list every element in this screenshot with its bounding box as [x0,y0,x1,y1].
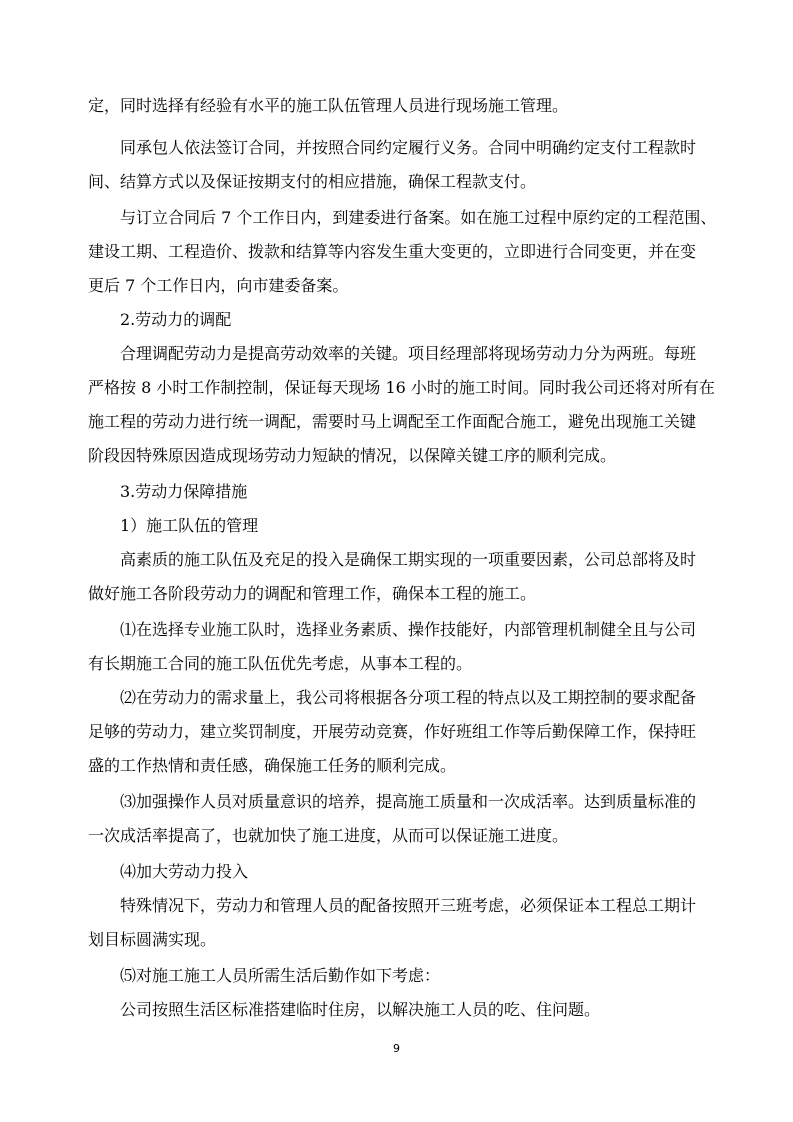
page-number: 9 [393,1042,400,1055]
text-line: 特殊情况下，劳动力和管理人员的配备按照开三班考虑，必须保证本工程总工期计 [120,896,697,915]
text-line: 间、结算方式以及保证按期支付的相应措施，确保工程款支付。 [88,172,537,191]
text-line: 更后 7 个工作日内，向市建委备案。 [88,276,349,295]
text-line: 盛的工作热情和责任感，确保施工任务的顺利完成。 [88,756,457,775]
text-line: 足够的劳动力，建立奖罚制度，开展劳动竞赛，作好班组工作等后勤保障工作，保持旺 [88,722,697,741]
text-line: ⑶加强操作人员对质量意识的培养，提高施工质量和一次成活率。达到质量标准的 [120,792,697,811]
text-line: 建设工期、工程造价、拨款和结算等内容发生重大变更的，立即进行合同变更，并在变 [88,242,697,261]
text-line: ⑴在选择专业施工队时，选择业务素质、操作技能好，内部管理机制健全且与公司 [120,620,697,639]
text-line: 高素质的施工队伍及充足的投入是确保工期实现的一项重要因素，公司总部将及时 [120,550,697,569]
text-line: 公司按照生活区标准搭建临时住房，以解决施工人员的吃、住问题。 [120,1000,601,1019]
text-line: ⑷加大劳动力投入 [120,862,249,881]
text-line: 与订立合同后 7 个工作日内，到建委进行备案。如在施工过程中原约定的工程范围、 [120,208,717,227]
text-line: 做好施工各阶段劳动力的调配和管理工作，确保本工程的施工。 [88,584,537,603]
text-line: 一次成活率提高了，也就加快了施工进度，从而可以保证施工进度。 [88,826,569,845]
text-line: 阶段因特殊原因造成现场劳动力短缺的情况，以保障关键工序的顺利完成。 [88,446,617,465]
text-line: 2.劳动力的调配 [120,310,232,329]
text-line: ⑵在劳动力的需求量上，我公司将根据各分项工程的特点以及工期控制的要求配备 [120,688,697,707]
text-line: 定，同时选择有经验有水平的施工队伍管理人员进行现场施工管理。 [88,96,569,115]
text-line: ⑸对施工施工人员所需生活后勤作如下考虑： [120,966,441,985]
text-line: 严格按 8 小时工作制控制，保证每天现场 16 小时的施工时间。同时我公司还将对所有在 [88,378,715,397]
text-line: 划目标圆满实现。 [88,930,217,949]
text-line: 1）施工队伍的管理 [120,516,259,535]
text-line: 合理调配劳动力是提高劳动效率的关键。项目经理部将现场劳动力分为两班。每班 [120,344,697,363]
text-line: 施工程的劳动力进行统一调配，需要时马上调配至工作面配合施工，避免出现施工关键 [88,412,697,431]
text-line: 同承包人依法签订合同，并按照合同约定履行义务。合同中明确约定支付工程款时 [120,138,697,157]
text-line: 有长期施工合同的施工队伍优先考虑，从事本工程的。 [88,654,473,673]
text-line: 3.劳动力保障措施 [120,482,248,501]
